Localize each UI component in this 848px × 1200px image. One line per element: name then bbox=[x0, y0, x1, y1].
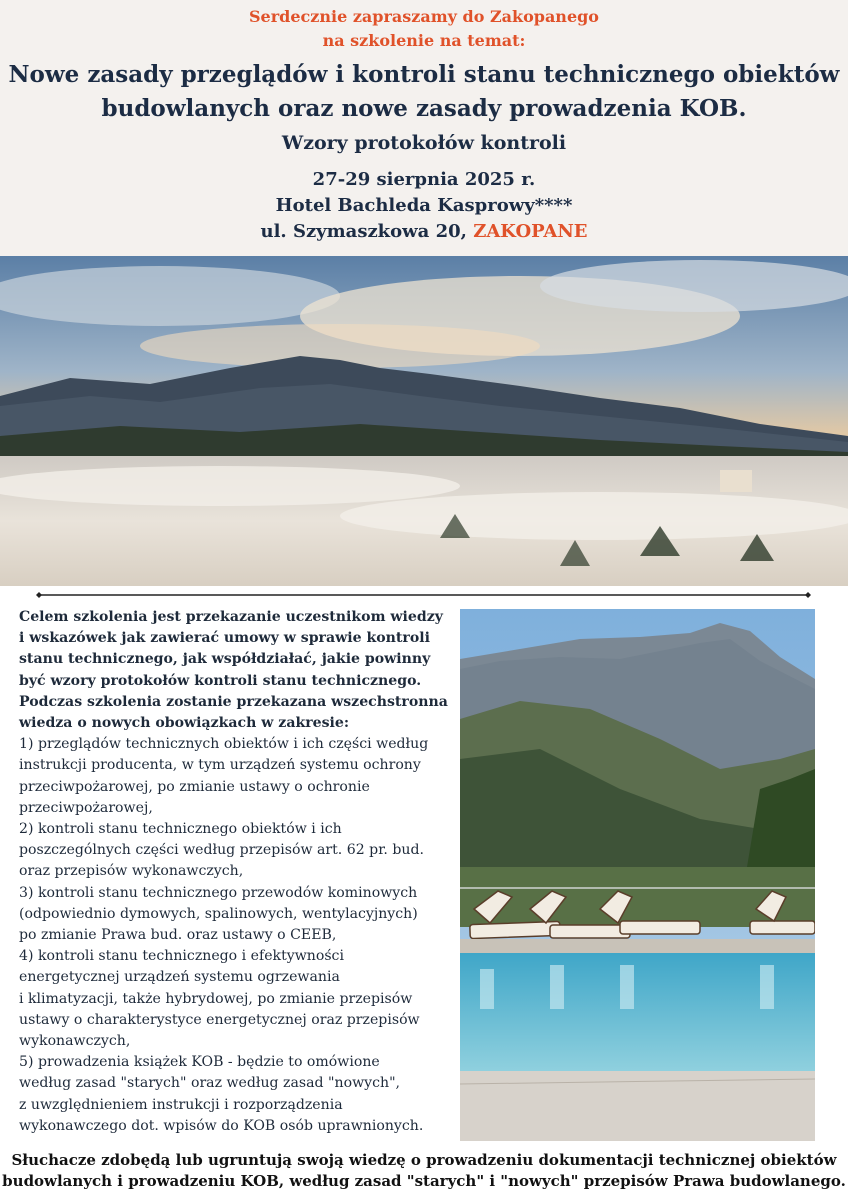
item-line: 4) kontroli stanu technicznego i efektywności bbox=[19, 948, 344, 965]
item-line: (odpowiednio dymowych, spalinowych, wentylacyjnych) bbox=[19, 905, 418, 922]
pool-photo bbox=[460, 609, 815, 1141]
intro-line: Celem szkolenia jest przekazanie uczestnikom wiedzy bbox=[19, 609, 443, 625]
footer-line-1: Słuchacze zdobędą lub ugruntują swoją wiedzę o prowadzeniu dokumentacji technicznej obiektów bbox=[11, 1151, 837, 1169]
item-line: instrukcji producenta, w tym urządzeń systemu ochrony bbox=[19, 757, 421, 774]
address-city: ZAKOPANE bbox=[473, 221, 588, 242]
intro-line: stanu technicznego, jak współdziałać, jakie powinny bbox=[19, 651, 431, 668]
invite-line-2: na szkolenie na temat: bbox=[322, 31, 526, 50]
mountain-fog-image bbox=[0, 256, 848, 586]
section-divider bbox=[36, 592, 811, 598]
footer bbox=[0, 1150, 848, 1192]
hero-image bbox=[0, 256, 848, 586]
intro-line: być wzory protokołów kontroli stanu technicznego. bbox=[19, 672, 422, 689]
subtitle: Wzory protokołów kontroli bbox=[281, 132, 567, 154]
description bbox=[19, 607, 449, 1137]
intro-line: wiedza o nowych obowiązkach w zakresie: bbox=[19, 715, 350, 732]
item-line: 2) kontroli stanu technicznego obiektów i ich bbox=[19, 821, 342, 838]
footer-line-2: budowlanych i prowadzeniu KOB, według zasad "starych" i "nowych" przepisów Prawa budowlanego. bbox=[2, 1172, 846, 1190]
intro-line: Podczas szkolenia zostanie przekazana wszechstronna bbox=[19, 693, 448, 710]
intro-line: i wskazówek jak zawierać umowy w sprawie kontroli bbox=[19, 630, 430, 647]
item-line: 3) kontroli stanu technicznego przewodów kominowych bbox=[19, 884, 418, 901]
item-line: poszczególnych części według przepisów art. 62 pr. bud. bbox=[19, 842, 424, 859]
item-line: 1) przeglądów technicznych obiektów i ich części według bbox=[19, 736, 429, 753]
address-street: ul. Szymaszkowa 20, bbox=[260, 221, 467, 242]
event-date: 27-29 sierpnia 2025 r. bbox=[312, 169, 536, 190]
header bbox=[0, 0, 848, 256]
item-line: przeciwpożarowej, bbox=[19, 799, 153, 816]
address-line bbox=[0, 220, 848, 244]
pool-mountain-image bbox=[460, 609, 815, 1141]
item-line: z uwzględnieniem instrukcji i rozporządzenia bbox=[19, 1096, 343, 1113]
item-line: 5) prowadzenia książek KOB - będzie to omówione bbox=[19, 1054, 380, 1071]
item-line: wykonawczych, bbox=[19, 1033, 131, 1050]
item-line: i klimatyzacji, także hybrydowej, po zmianie przepisów bbox=[19, 990, 413, 1007]
hotel-name: Hotel Bachleda Kasprowy**** bbox=[275, 195, 573, 216]
item-line: według zasad "starych" oraz według zasad "nowych", bbox=[19, 1075, 401, 1092]
item-line: po zmianie Prawa bud. oraz ustawy o CEEB, bbox=[19, 927, 337, 944]
item-line: oraz przepisów wykonawczych, bbox=[19, 863, 244, 880]
item-line: ustawy o charakterystyce energetycznej oraz przepisów bbox=[19, 1011, 420, 1028]
title-line-2: budowlanych oraz nowe zasady prowadzenia KOB. bbox=[101, 95, 747, 122]
item-line: wykonawczego dot. wpisów do KOB osób uprawnionych. bbox=[19, 1117, 424, 1134]
title-line-1: Nowe zasady przeglądów i kontroli stanu technicznego obiektów bbox=[8, 61, 840, 88]
item-line: przeciwpożarowej, po zmianie ustawy o ochronie bbox=[19, 778, 370, 795]
item-line: energetycznej urządzeń systemu ogrzewania bbox=[19, 969, 340, 986]
invite-line-1: Serdecznie zapraszamy do Zakopanego bbox=[249, 7, 599, 26]
